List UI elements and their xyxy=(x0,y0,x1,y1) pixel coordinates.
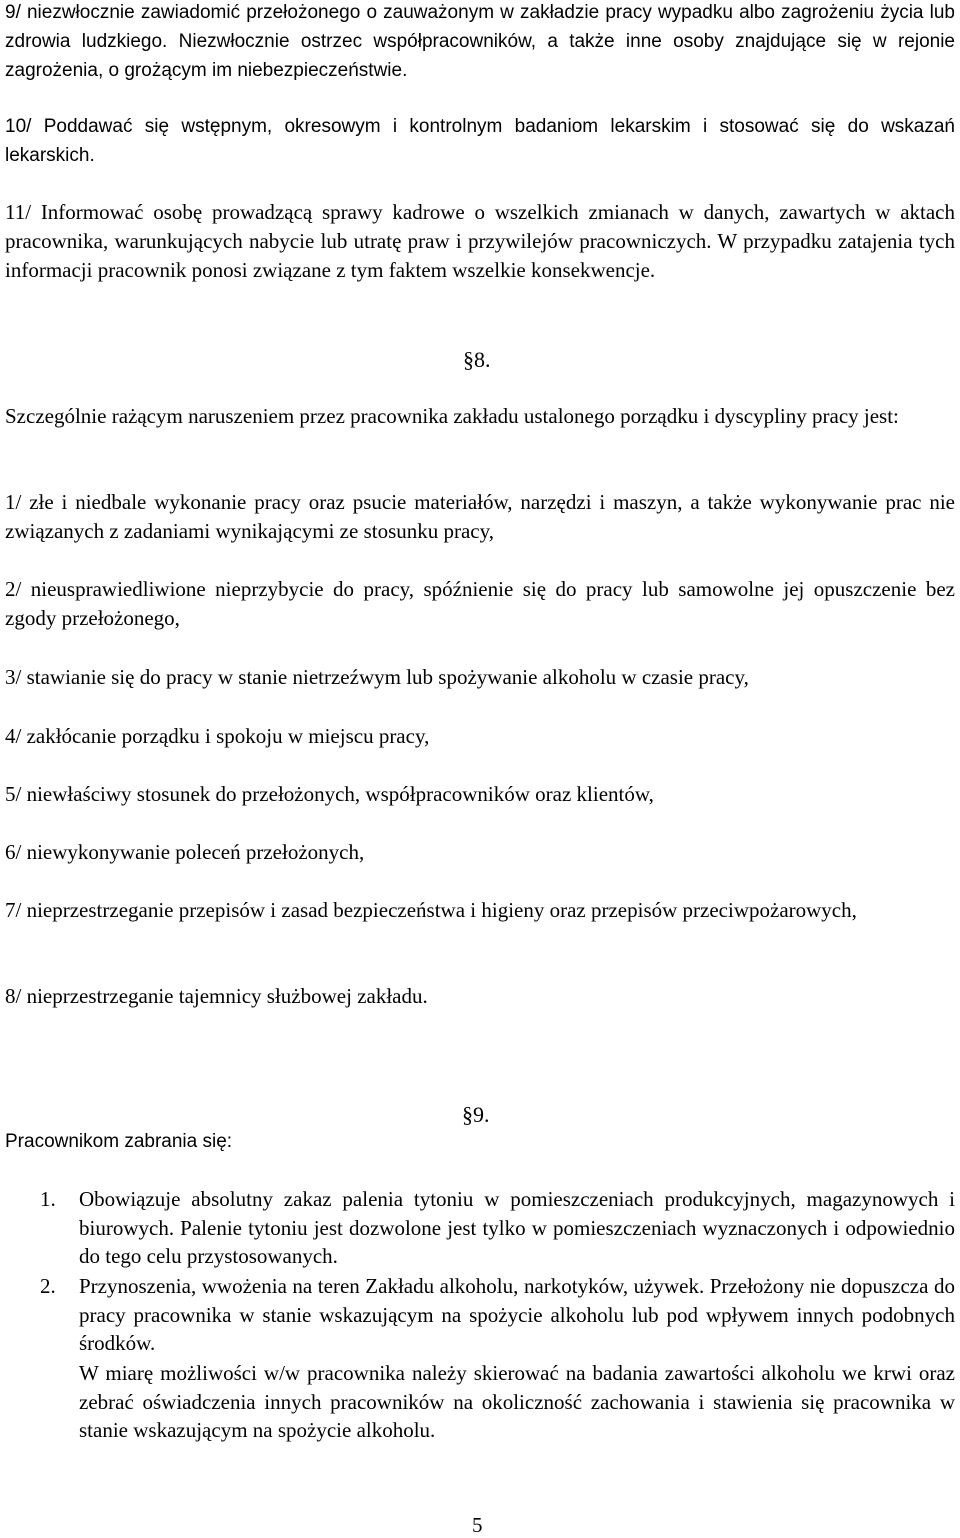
violation-item: 5/ niewłaściwy stosunek do przełożonych, współpracowników oraz klientów, xyxy=(5,782,654,806)
violation-item: 7/ nieprzestrzeganie przepisów i zasad bezpieczeństwa i higieny oraz przepisów przeciwpożarowych, xyxy=(5,898,857,922)
violation-item: 4/ zakłócanie porządku i spokoju w miejscu pracy, xyxy=(5,724,430,748)
section-8-number: 8. xyxy=(474,347,491,372)
list-item-text: Obowiązuje absolutny zakaz palenia tytoniu w pomieszczeniach produkcyjnych, magazynowych i biurowych. Palenie tytoniu jest dozwolone jest tylko w pomieszczeniach wyznaczonych i odpowiednio do tego celu przystosowanych. xyxy=(79,1187,955,1268)
list-item-number: 1. xyxy=(40,1187,56,1211)
violation-item: 6/ niewykonywanie poleceń przełożonych, xyxy=(5,840,365,864)
list-item-text: W miarę możliwości w/w pracownika należy skierować na badania zawartości alkoholu we krwi oraz zebrać oświadczenia innych pracowników na okoliczność zachowania i stawienia się pracownika w stanie wskazującym na spożycie alkoholu. xyxy=(79,1361,955,1442)
section-8-intro: Szczególnie rażącym naruszeniem przez pracownika zakładu ustalonego porządku i dyscypliny pracy jest: xyxy=(5,404,899,428)
section-8-heading: §8. xyxy=(463,347,491,372)
paragraph-9: 9/ niezwłocznie zawiadomić przełożonego o zauważonym w zakładzie pracy wypadku albo zagrożeniu życia lub zdrowia ludzkiego. Niezwłocznie ostrzec współpracowników, a także inne osoby znajdujące się w rejonie zagrożenia, o grożącym im niebezpieczeństwie. xyxy=(5,2,955,81)
section-9-heading: §9. xyxy=(462,1102,490,1127)
list-item-text: Przynoszenia, wwożenia na teren Zakładu alkoholu, narkotyków, używek. Przełożony nie dopuszcza do pracy pracownika w stanie wskazującym na spożycie alkoholu lub pod wpływem innych podobnych środków. xyxy=(79,1274,955,1355)
paragraph-10: 10/ Poddawać się wstępnym, okresowym i kontrolnym badaniom lekarskim i stosować się do wskazań lekarskich. xyxy=(5,116,955,166)
violation-item: 2/ nieusprawiedliwione nieprzybycie do pracy, spóźnienie się do pracy lub samowolne jej opuszczenie bez zgody przełożonego, xyxy=(5,577,955,630)
page-number: 5 xyxy=(472,1513,483,1537)
list-item-number: 2. xyxy=(40,1274,56,1298)
section-9-number: 9. xyxy=(473,1102,490,1127)
paragraph-11: 11/ Informować osobę prowadzącą sprawy kadrowe o wszelkich zmianach w danych, zawartych w aktach pracownika, warunkujących nabycie lub utratę praw i przywilejów pracowniczych. W przypadku zatajenia tych informacji pracownik ponosi związane z tym faktem wszelkie konsekwencje. xyxy=(5,200,955,282)
section-9-intro: Pracownikom zabrania się: xyxy=(5,1131,233,1152)
violation-item: 3/ stawianie się do pracy w stanie nietrzeźwym lub spożywanie alkoholu w czasie pracy, xyxy=(5,665,749,689)
violation-item: 8/ nieprzestrzeganie tajemnicy służbowej zakładu. xyxy=(5,984,428,1008)
violation-item: 1/ złe i niedbale wykonanie pracy oraz psucie materiałów, narzędzi i maszyn, a także wykonywanie prac nie związanych z zadaniami wynikającymi ze stosunku pracy, xyxy=(5,490,955,543)
